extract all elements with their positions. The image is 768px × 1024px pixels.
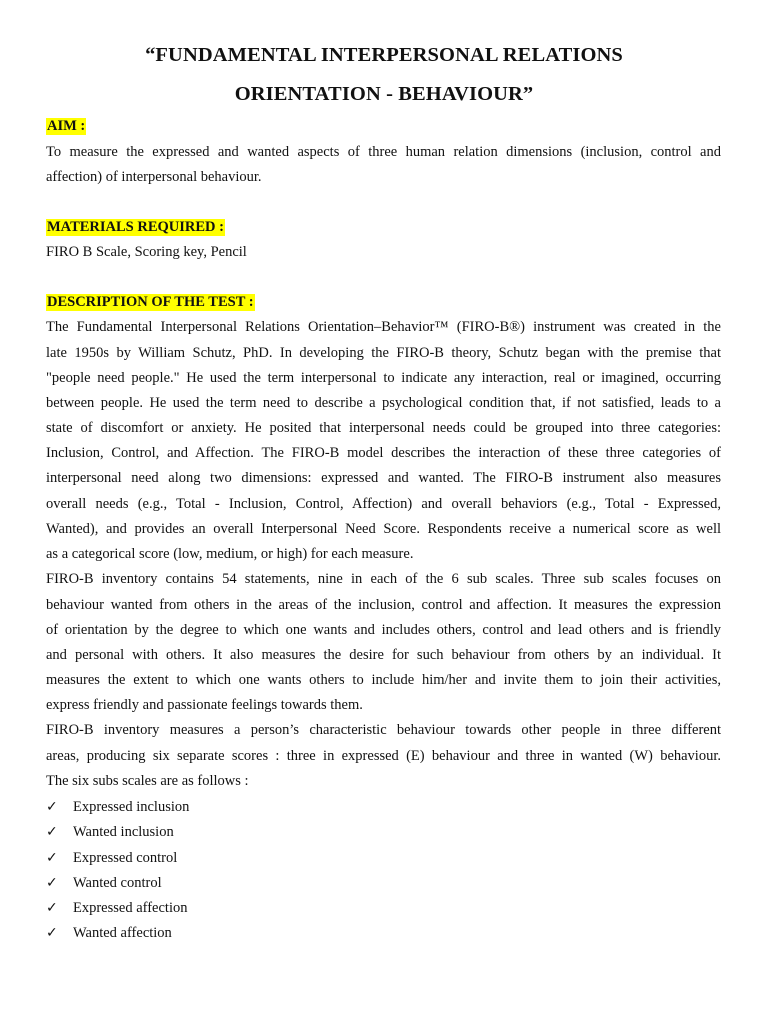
aim-heading: AIM : [47,118,86,134]
subscale-label: Wanted affection [73,925,172,942]
checkmark-icon: ✓ [46,874,58,891]
aim-text-line-2: affection) of interpersonal behaviour. [46,169,262,185]
description-para1-line-7: interpersonal need along two dimensions: expressed and wanted. The FIRO-B instrument also measures [46,470,721,486]
subscale-label: Expressed affection [73,900,188,917]
list-item [46,873,189,898]
aim-text-line-1: To measure the expressed and wanted aspects of three human relation dimensions (inclusion, control and [46,144,721,160]
list-item [46,923,189,948]
checkmark-icon: ✓ [46,900,58,917]
description-para3-line-1: FIRO-B inventory measures a person’s characteristic behaviour towards other people in three different [46,722,721,738]
document-title-line-1: “FUNDAMENTAL INTERPERSONAL RELATIONS [145,44,623,66]
checkmark-icon: ✓ [46,824,58,841]
document-title-line-2: ORIENTATION - BEHAVIOUR” [234,83,534,105]
description-para2-line-5: measures the extent to which one wants others to include him/her and invite them to join their activities, [46,672,721,688]
description-para2-line-2: behaviour wanted from others in the areas of the inclusion, control and affection. It measures the expression [46,597,721,613]
description-para1-line-9: Wanted), and provides an overall Interpersonal Need Score. Respondents receive a numerical score as well [46,521,721,537]
checkmark-icon: ✓ [46,849,58,866]
description-para1-line-3: "people need people." He used the term interpersonal to indicate any interaction, real or imagined, occurring [46,370,721,386]
checkmark-icon: ✓ [46,925,58,942]
checkmark-icon: ✓ [46,799,58,815]
list-item [46,848,189,873]
description-para2-line-3: of orientation by the degree to which one wants and includes others, control and lead others and is friendly [46,622,721,638]
list-item [46,898,189,923]
list-item [46,797,189,822]
subscale-label: Wanted control [73,874,162,891]
description-para1-line-1: The Fundamental Interpersonal Relations Orientation–Behavior™ (FIRO-B®) instrument was created in the [46,319,721,335]
description-para1-line-6: Inclusion, Control, and Affection. The FIRO-B model describes the interaction of these three categories of [46,445,721,461]
list-item [46,822,189,847]
description-para1-line-8: overall needs (e.g., Total - Inclusion, Control, Affection) and overall behaviors (e.g., Total - Expressed, [46,496,721,512]
materials-text: FIRO B Scale, Scoring key, Pencil [46,244,247,260]
description-para2-line-1: FIRO-B inventory contains 54 statements, nine in each of the 6 sub scales. Three sub scales focuses on [46,571,721,587]
description-heading: DESCRIPTION OF THE TEST : [47,294,254,310]
description-para1-line-2: late 1950s by William Schutz, PhD. In developing the FIRO-B theory, Schutz began with the premise that [46,345,721,361]
description-para1-line-5: state of discomfort or anxiety. He posited that interpersonal needs could be grouped into three categories: [46,420,721,436]
subscales-checklist [46,797,189,949]
subscale-label: Wanted inclusion [73,824,174,841]
description-para3-line-3: The six subs scales are as follows : [46,773,249,789]
subscale-label: Expressed inclusion [73,799,190,815]
description-para2-line-6: express friendly and passionate feelings towards them. [46,697,363,713]
description-para3-line-2: areas, producing six separate scores : three in expressed (E) behaviour and three in wanted (W) behaviour. [46,748,721,764]
subscale-label: Expressed control [73,849,178,866]
description-para1-line-4: between people. He used the term need to describe a psychological condition that, if not satisfied, leads to a [46,395,721,411]
description-para2-line-4: and personal with others. It also measures the desire for such behaviour from others by an individual. It [46,647,721,663]
materials-heading: MATERIALS REQUIRED : [47,219,224,235]
description-para1-line-10: as a categorical score (low, medium, or high) for each measure. [46,546,414,562]
